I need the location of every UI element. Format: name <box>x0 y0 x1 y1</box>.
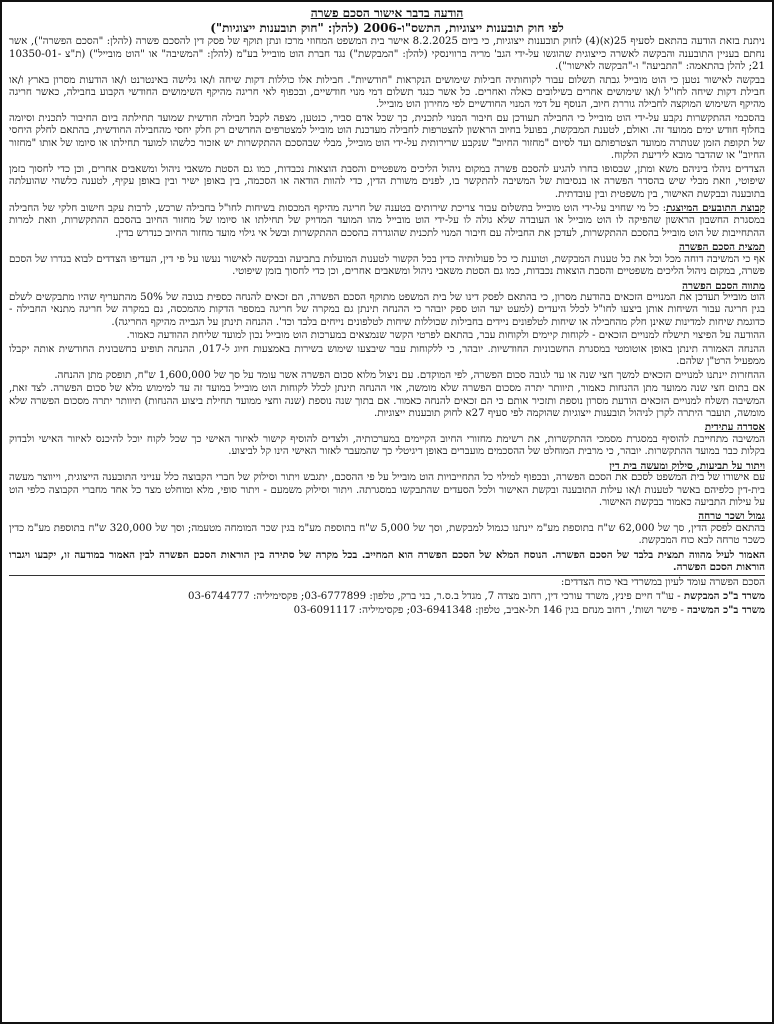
section-paragraph: בהתאם לפסק הדין, סך של 62,000 ש"ח בתוספת מע"מ יינתנו כגמול למבקשת, וסך של 5,000 ש"ח בתוספת מע"מ בגין שכר המומחה מטעמה; וסך של 320,000 ש"ח בתוספת מע"מ כדין כשכר טרחה לבא כוח המבקשת. <box>9 522 765 547</box>
section-heading: ויתור על תביעות, סילוק ומעשה בית דין <box>609 459 765 472</box>
section-heading: מתווה הסכם הפשרה <box>682 279 765 292</box>
section-paragraph: ההודעה על הפיצוי תישלח למנויים הזכאים - לקוחות קיימים ולקוחות עבר, בהתאם לפרטי הקשר שנמצאים במערכות הוט מובייל נכון למועד שליחת ההודעה כאמור. <box>126 330 765 342</box>
claim-paragraph: בבקשה לאישור נטען כי הוט מובייל גבתה תשלום עבור לקוחותיה חבילות שימושים הנקראות "חודשיות". חבילות אלו כוללות דקות שיחה ו/או גלישה באינטרנט ו/או הודעות מסרון בארץ ו/או חבילת דקות שיחה לחו"ל ו/או שימושים אחרים בשילובים כאלה ואחרים. כל אשר כנגד תשלום דמי מנוי חודשיים, ובכפוף לאי חריגה מהיקף השימושים החודשי הקבוע בחבילה, כאשר חריגה מהיקף השימוש המוקצה לחבילה גוררת חיוב, הנוסף על דמי המנוי החודשיים לפי מחירון הוט מובייל. <box>9 74 765 111</box>
contact-label: משרד ב"כ המבקשת <box>683 590 765 603</box>
class-definition-label: קבוצת התובעים המיוצגת <box>666 201 765 214</box>
class-definition-text: : כל מי שחויב על-ידי הוט מובייל בתשלום עבור צריכת שירותים בטענה של חריגה מהיקף המכסות בשיחות לחו"ל בחבילה שרכש, לרבות עקב חישוב חלקי של החבילה במסגרת החשבון הראשון שהפיקה לו הוט מובייל או העובדה שלא גולה לו על-ידי הוט מובייל מהו המועד המדויק של תחילתו או סיומו של מחזור החיוב בהסכם ההתקשרות, וזאת למרות ההתחייבות של הוט מובייל בהסכם ההתקשרות, לעדכן את החבילה עם חיבור המנוי לתכנית שהוגדרה בהסכם ההתקשרות ובשל אי גילוי מועד מחזור החיוב כנדרש בדין. <box>9 202 765 239</box>
section-paragraph: ההחזרות יינתנו למנויים הזכאים למשך חצי שנה או עד לגובה סכום הפשרה, לפי המוקדם. עם ניצול מלוא סכום הפשרה אשר עומד על סך של 1,600,000 ש"ח, תופסק מתן ההנחה. <box>54 369 765 381</box>
claim-paragraph: הצדדים ניהלו ביניהם משא ומתן, שבסופו בחרו להגיע להסכם פשרה במקום ניהול הליכים משפטיים והסבת הוצאות נכבדות, כמו גם הסטת משאבי ניהול ומשאבים אחרים, וכן כדי לחסוך בזמן שיפוטי, וזאת מבלי שיש בהסדר הפשרה או בנסיבות של המשיבה להתקשר בו, לפנים משורת הדין, כדי להוות הודאה או הסכמה, בין באופן ישיר ובין באופן עקיף, לטענה כלשהי שהועלתה בתובענה ובבקשת האישור, בין משפטית ובין עובדתית. <box>9 163 765 200</box>
section-paragraph: המשיבה מתחייבת להוסיף במסגרת מסמכי ההתקשרות, את רשימת מחזורי החיוב הקיימים במערכותיה, ולצדים להוסיף קישור לאיזור האישי כך שכל לקוח יוכל להיכנס לאיזור האישי ולבדוק בקלות כבר במועד ההתקשרות. יובהר, כי מרבית המוחלט של ההסכמים מועברים באופן דיגיטלי כך שהמעבר לאזור האישי הינו קל לביצוע. <box>9 433 765 458</box>
contact-row <box>9 604 765 617</box>
section-heading: תמצית הסכם הפשרה <box>678 241 765 254</box>
section-paragraph: אם בתום חצי שנה ממועד מתן ההנחות כאמור, תיוותר יתרה מסכום הפשרה שלא מומשה, אזי ההנחה תינתן לכלל לקוחות הוט מובייל במועד זה עד למימוש מלא של סכום הפשרה. לצד זאת, המשיבה תשלח למנויים הזכאים הודעת מסרון נוספת ותזכיר אותם כי הם זכאים להנחה כאמור. אם בתוך שנה נוספת (שנה וחצי ממועד תחילת ביצוע ההנחות) תיוותר יתרה מסכום הפשרה שלא מומשה, תועבר היתרה לקרן לניהול תובענות ייצוגיות שהוקמה לפי סעיף 27א לחוק תובענות ייצוגיות. <box>9 383 765 419</box>
contact-details: - עו"ד חיים פינץ, משרד עורכי דין, רחוב מצדה 7, מגדל ב.ס.ר, בני ברק, טלפון: 03-6777899; פקסימיליה: 03-6744777 <box>187 591 684 603</box>
inspection-note: הסכם הפשרה עומד לעיון במשרדי באי כוח הצדדים: <box>560 576 765 588</box>
section-heading: גמול ושכר טרחה <box>698 510 765 523</box>
contact-details: - פישר ושות', רחוב מנחם בגין 146 תל-אביב, טלפון: 03-6941348; פקסימיליה: 03-6091117 <box>293 604 687 616</box>
notice-subtitle: לפי חוק תובענות ייצוגיות, התשס"ו-2006 (להלן: "חוק תובענות ייצוגיות") <box>210 20 564 35</box>
section-paragraph: עם אישורו של בית המשפט לסכם את הסכם הפשרה, ובכפוף למילוי כל התחייבויות הוט מובייל על פי ההסכם, יתגבש ויתור וסילוק של חברי הקבוצה כלל ענייני התובענה הייצוגית, וייווצר מעשה בית-דין כלפיהם באשר לטענות ו/או עילות התובענה ובקשת האישור ולכל הסעדים שהתבקשו במסגרתה. ויתור וסילוק משמעם - ויתור סופי, מלא ומוחלט מצד כל אחד מחברי הקבוצה כלפי הוט על עילות התביעה כאמור בבקשת האישור. <box>9 472 765 508</box>
claim-paragraph: בהסכמי ההתקשרות נקבע על-ידי הוט מובייל כי החבילה תעודכן עם חיבור המנוי לתכנית, כך שכל אדם סביר, כנטען, מצפה לקבל חבילה חודשית שמועד תחילתה ביום החיבור לתכנית וסיומה בחלוף חודש ימים ממועד זה. ואולם, לטענת המבקשת, בפועל בחיוב הראשון להצטרפות לחבילה מעדכנת הוט מובייל למצטרפים החדשים רק חלק יחסי מהחבילה החודשית, בהתאם לחלק היחסי של תקופת הזמן שנותרה ממועד הצטרפותם ועד לסיום "מחזור החיוב" שנקבע שרירותית על-ידי הוט מובייל, מבלי שבהסכם ההתקשרות יש אזכור כלשהו למועד תחילתו או סיומו של אותו "מחזור החיוב" או שהדבר מובא לידיעת הלקוח. <box>9 112 765 162</box>
section-paragraph: ההנחה האמורה תינתן באופן אוטומטי במסגרת החשבוניות החודשיות. יובהר, כי ללקוחות עבר שיבצעו שימוש בשירות באמצעות חיוג ל-017, ההנחה תופיע בחשבונית החודשית אותה יקבלו ממפעיל הרט"ן שלהם. <box>9 343 765 368</box>
section-paragraph: אף כי המשיבה דוחה מכל וכל את כל טענות המבקשת, וטוענת כי כל פעולותיה כדין בכל הקשור לטענות המועלות בתביעה ובבקשה לאישור נעשו על פי דין, העדיפו הצדדים לבוא בגדרו של הסכם פשרה, במקום ניהול הליכים משפטיים והסבת הוצאות נכבדות, כמו גם הסטת משאבי ניהול ומשאבים אחרים, וכן כדי לחסוך בזמן שיפוטי. <box>9 253 765 278</box>
binding-text-note: האמור לעיל מהווה תמצית בלבד של הסכם הפשרה. הנוסח המלא של הסכם הפשרה הוא המחייב. בכל מקרה של סתירה בין הוראות הסכם הפשרה לבין האמור במודעה זו, יקבעו ויגברו הוראות הסכם הפשרה. <box>9 548 765 574</box>
intro-paragraph: ניתנת בזאת הודעה בהתאם לסעיף 25(א)(4) לחוק תובענות ייצוגיות, כי ביום 8.2.2025 אישר בית המשפט המחוזי מרכז ונתן תוקף של פסק דין להסכם פשרה (להלן: "הסכם הפשרה"), אשר נחתם בעניין התובענה והבקשה לאשרה כייצוגית שהוגשו על-ידי הגב' מריה ברווינסקי (להלן: "המבקשת") נגד חברת הוט מובייל בע"מ (להלן: "המשיבה" או "הוט מובייל") (ת"צ 10350-01-21; להלן בהתאמה: "התביעה" ו-"הבקשה לאישור"). <box>9 36 765 73</box>
contact-label: משרד ב"כ המשיבה <box>687 603 765 616</box>
section-paragraph: הוט מובייל תעדכן את המנויים הזכאים בהודעת מסרון, כי בהתאם לפסק דינו של בית המשפט מתוקף הסכם הפשרה, הם זכאים להנחה כספית בגובה של 50% מהתעריף שהיו מתבקשים לשלם בגין חריגה עבור השיחות אותן ביצעו לחו"ל לכלל היעדים (למעט יעד הוט ספק יובהר כי ההנחה תינתן גם במקרה של חריגה במספר הדקות מהמכסה, גם במקרה של חריגה מתנאי החבילה - כדוגמת שיחות למדינות שאינן חלק מהחבילה או שיחות לטלפונים ניידים בחבילות שכוללות שיחות לטלפונים נייחים בלבד וכד'. ההנחה תינתן על הגבייה מהיקף החריגה). <box>9 292 765 328</box>
contacts-block <box>9 575 765 617</box>
contact-row <box>9 590 765 603</box>
section-heading: אסדרה עתידית <box>704 421 765 434</box>
class-definition <box>9 202 765 240</box>
notice-title: הודעה בדבר אישור הסכם פשרה <box>310 6 464 20</box>
